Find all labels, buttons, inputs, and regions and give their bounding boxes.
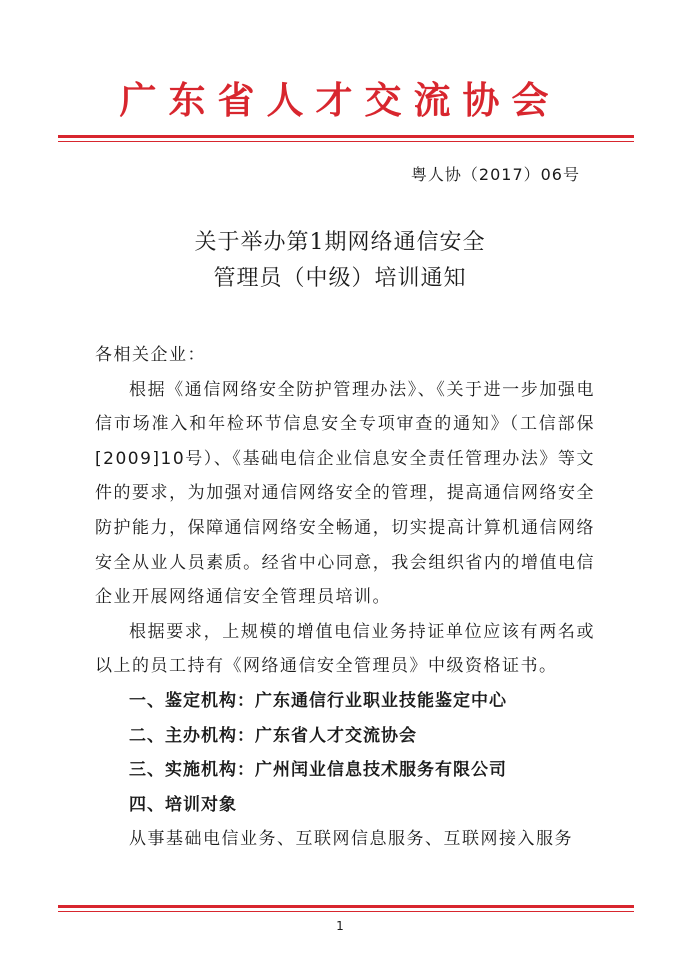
- title-line-1: 关于举办第1期网络通信安全: [194, 230, 486, 255]
- salutation: 各相关企业：: [95, 345, 206, 365]
- footer-rule-thick: [58, 905, 634, 908]
- document-title: [0, 225, 680, 297]
- body-paragraph-2: 根据要求，上规模的增值电信业务持证单位应该有两名或以上的员工持有《网络通信安全管理员》中级资格证书。: [95, 621, 595, 677]
- org-letterhead: 广东省人才交流协会: [119, 78, 561, 122]
- footer-rule-thin: [58, 911, 634, 912]
- section-heading-4: 四、培训对象: [129, 794, 237, 815]
- body-paragraph-3: 从事基础电信业务、互联网信息服务、互联网接入服务: [129, 829, 573, 850]
- section-heading-2: 二、主办机构：广东省人才交流协会: [129, 725, 417, 746]
- footer-rule: [58, 905, 634, 912]
- letterhead-rule-thin: [58, 141, 634, 142]
- section-heading-3: 三、实施机构：广州闰业信息技术服务有限公司: [129, 760, 507, 781]
- document-number: 粤人协（2017）06号: [410, 165, 580, 184]
- document-body: [95, 338, 595, 857]
- letterhead-rule: [58, 135, 634, 142]
- body-paragraph-1: 根据《通信网络安全防护管理办法》、《关于进一步加强电信市场准入和年检环节信息安全专项审查的通知》（工信部保[2009]10号）、《基础电信企业信息安全责任管理办法》等文件的要求，为加强对通信网络安全的管理，提高通信网络安全防护能力，保障通信网络安全畅通，切实提高计算机通信网络安全从业人员素质。经省中心同意，我会组织省内的增值电信企业开展网络通信安全管理员培训。: [95, 379, 595, 608]
- letterhead-rule-thick: [58, 135, 634, 138]
- section-heading-1: 一、鉴定机构：广东通信行业职业技能鉴定中心: [129, 690, 507, 711]
- title-line-2: 管理员（中级）培训通知: [213, 266, 467, 291]
- page-number: 1: [336, 919, 344, 933]
